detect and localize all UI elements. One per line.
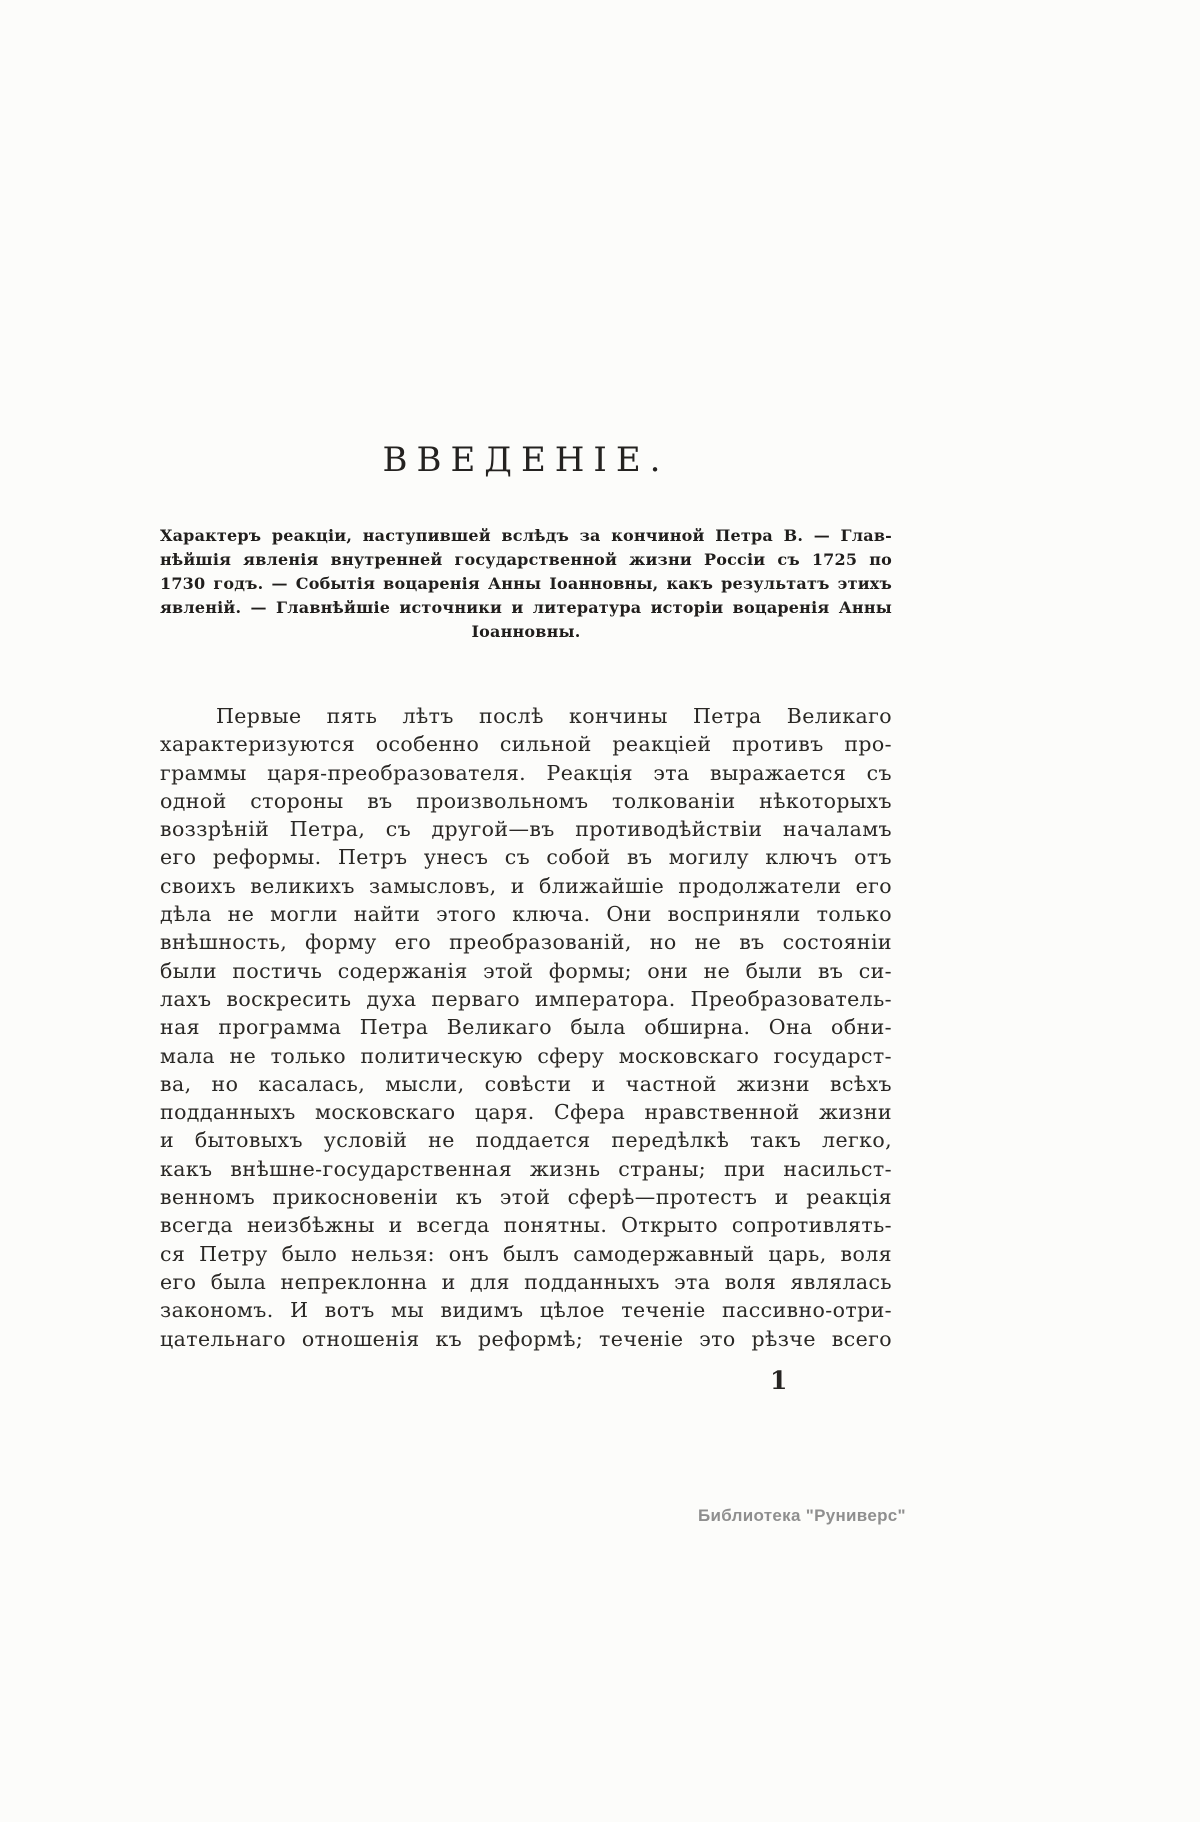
text-line: ная программа Петра Великаго была обширна. Она обни-: [160, 1015, 892, 1040]
text-line: Первые пять лѣтъ послѣ кончины Петра Великаго: [216, 704, 892, 728]
text-line: цательнаго отношенія къ реформѣ; теченіе это рѣзче всего: [160, 1326, 892, 1351]
text-line: и бытовыхъ условій не поддается передѣлкѣ такъ легко,: [160, 1128, 892, 1153]
text-line: Іоанновны.: [471, 622, 581, 641]
text-line: были постичь содержанія этой формы; они не были въ си-: [160, 958, 892, 983]
text-line: характеризуются особенно сильной реакціей противъ про-: [160, 732, 892, 757]
chapter-summary: [160, 524, 892, 644]
text-line: лахъ воскресить духа перваго императора. Преобразователь-: [160, 986, 892, 1011]
text-line: ва, но касалась, мысли, совѣсти и частной жизни всѣхъ: [160, 1071, 892, 1096]
text-line: нѣйшія явленія внутренней государственной жизни Россіи съ 1725 по: [160, 550, 892, 569]
text-line: его была непреклонна и для подданныхъ эта воля являлась: [160, 1269, 892, 1294]
text-line: закономъ. И вотъ мы видимъ цѣлое теченіе пассивно-отри-: [160, 1298, 892, 1323]
text-line: Характеръ реакціи, наступившей вслѣдъ за кончиной Петра В. — Глав-: [160, 526, 892, 545]
text-line: 1730 годъ. — Событія воцаренія Анны Іоанновны, какъ результатъ этихъ: [160, 574, 892, 593]
text-line: мала не только политическую сферу московскаго государст-: [160, 1043, 892, 1068]
page-title: ВВЕДЕНІЕ.: [382, 440, 670, 480]
body-text: [160, 702, 892, 1353]
text-line: какъ внѣшне-государственная жизнь страны; при насильст-: [160, 1156, 892, 1181]
text-line: воззрѣній Петра, съ другой—въ противодѣйствіи началамъ: [160, 817, 892, 842]
text-line: его реформы. Петръ унесъ съ собой въ могилу ключъ отъ: [160, 845, 892, 870]
text-line: подданныхъ московскаго царя. Сфера нравственной жизни: [160, 1100, 892, 1125]
text-line: своихъ великихъ замысловъ, и ближайшіе продолжатели его: [160, 873, 892, 898]
text-line: граммы царя-преобразователя. Реакція эта выражается съ: [160, 760, 892, 785]
text-block: [160, 440, 892, 1353]
text-line: внѣшность, форму его преобразованій, но не въ состояніи: [160, 930, 892, 955]
text-line: венномъ прикосновеніи къ этой сферѣ—протестъ и реакція: [160, 1185, 892, 1210]
text-line: дѣла не могли найти этого ключа. Они восприняли только: [160, 902, 892, 927]
text-line: явленій. — Главнѣйшіе источники и литература исторіи воцаренія Анны: [160, 598, 892, 617]
watermark: Библиотека "Руниверс": [698, 1506, 906, 1525]
page-number: 1: [770, 1366, 788, 1395]
text-line: всегда неизбѣжны и всегда понятны. Открыто сопротивлять-: [160, 1213, 892, 1238]
text-line: одной стороны въ произвольномъ толкованіи нѣкоторыхъ: [160, 788, 892, 813]
text-line: ся Петру было нельзя: онъ былъ самодержавный царь, воля: [160, 1241, 892, 1266]
